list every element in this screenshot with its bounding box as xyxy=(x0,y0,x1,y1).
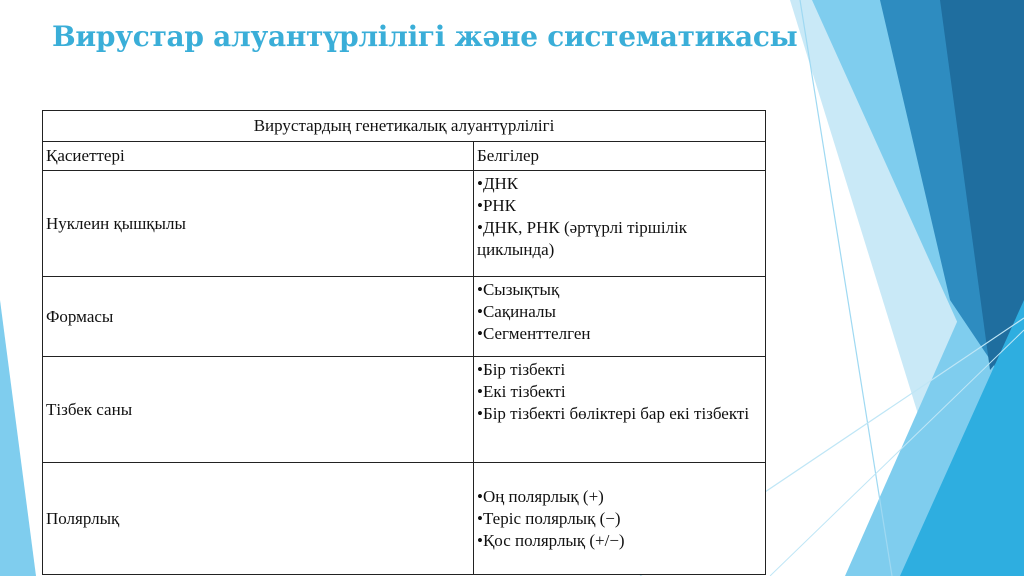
slide-title: Вирустар алуантүрлілігі және систематикасы xyxy=(52,20,798,53)
list-item: • Бір тізбекті бөліктері бар екі тізбекті xyxy=(477,403,762,425)
left-accent-triangle xyxy=(0,300,36,576)
column-header-properties: Қасиеттері xyxy=(43,142,474,171)
list-item: • Сызықтық xyxy=(477,279,762,301)
list-item: • ДНК xyxy=(477,173,762,195)
list-item: • Қос полярлық (+/−) xyxy=(477,530,762,552)
list-item: • РНК xyxy=(477,195,762,217)
column-header-features: Белгілер xyxy=(473,142,765,171)
row-items xyxy=(473,171,765,277)
row-items xyxy=(473,277,765,357)
genetic-diversity-table xyxy=(42,110,766,575)
table-header: Вирустардың генетикалық алуантүрлілігі xyxy=(43,111,766,142)
list-item: • Бір тізбекті xyxy=(477,359,762,381)
row-property: Тізбек саны xyxy=(43,357,474,463)
list-item: • Теріс полярлық (−) xyxy=(477,508,762,530)
list-item: • Сегменттелген xyxy=(477,323,762,345)
table-row xyxy=(43,357,766,463)
table-header-row xyxy=(43,111,766,142)
row-property: Нуклеин қышқылы xyxy=(43,171,474,277)
table-row xyxy=(43,463,766,575)
table-row xyxy=(43,277,766,357)
list-item: • Екі тізбекті xyxy=(477,381,762,403)
list-item: • Оң полярлық (+) xyxy=(477,486,762,508)
list-item: • ДНК, РНК (әртүрлі тіршілік циклында) xyxy=(477,217,762,261)
row-items xyxy=(473,357,765,463)
table-row xyxy=(43,171,766,277)
row-items xyxy=(473,463,765,575)
column-header-row xyxy=(43,142,766,171)
row-property: Полярлық xyxy=(43,463,474,575)
row-property: Формасы xyxy=(43,277,474,357)
list-item: • Сақиналы xyxy=(477,301,762,323)
